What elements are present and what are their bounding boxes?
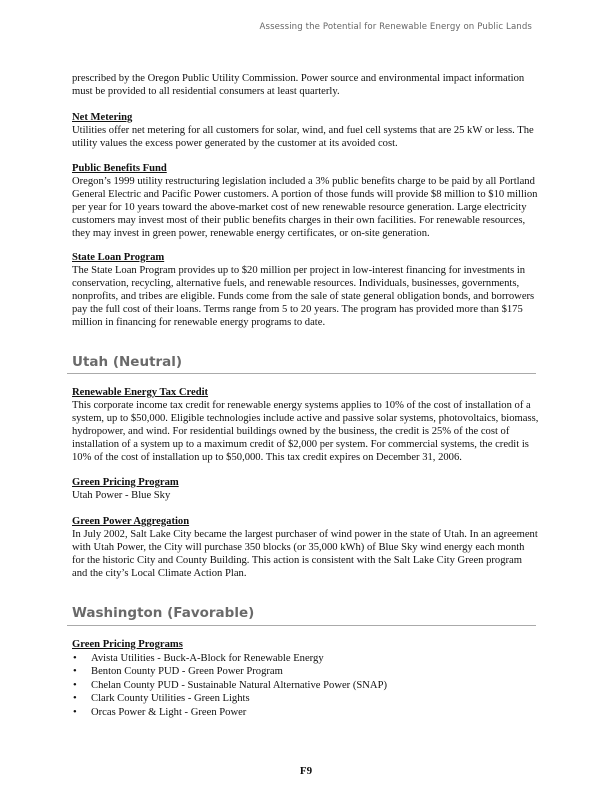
utah-tax-credit-body: [72, 399, 542, 464]
text-line: conservation, recycling, alternative fuels, and renewable resources. Individuals, businesses, governments,: [72, 278, 520, 289]
text-line: per year for 10 years toward the above-market cost of new renewable resource generation. Large electricity: [72, 202, 527, 213]
oregon-intro-paragraph: [72, 72, 542, 98]
net-metering-heading: Net Metering: [72, 112, 133, 123]
washington-green-pricing-heading: Green Pricing Programs: [72, 639, 183, 650]
page-number: F9: [299, 765, 313, 777]
utah-green-pricing-body: [72, 489, 542, 502]
text-line: with Utah Power, the City will purchase 350 blocks (or 35,000 kWh) of Blue Sky wind energy each month: [72, 542, 525, 553]
text-line: Utilities offer net metering for all customers for solar, wind, and fuel cell systems that are 25 kW or less. The: [72, 125, 534, 136]
utah-green-pricing-heading: Green Pricing Program: [72, 477, 179, 488]
list-item-text: Orcas Power & Light - Green Power: [91, 706, 247, 718]
utah-tax-credit-section: [72, 386, 542, 464]
state-loan-section: [72, 251, 542, 329]
net-metering-section: [72, 111, 542, 150]
list-item-text: Benton County PUD - Green Power Program: [91, 666, 283, 677]
public-benefits-section: [72, 162, 542, 240]
text-line: customers may invest most of their public benefits charges in their own facilities. For renewable resources,: [72, 215, 526, 226]
net-metering-body: [72, 124, 542, 150]
text-line: In July 2002, Salt Lake City became the largest purchaser of wind power in the state of Utah. In an agreement: [72, 529, 538, 540]
utah-section-heading: Utah (Neutral): [72, 354, 183, 370]
public-benefits-heading: Public Benefits Fund: [72, 163, 167, 174]
text-line: prescribed by the Oregon Public Utility Commission. Power source and environmental impact information: [72, 73, 525, 84]
bullet-icon: •: [73, 706, 77, 718]
list-item-text: Chelan County PUD - Sustainable Natural Alternative Power (SNAP): [91, 679, 387, 691]
utah-tax-credit-heading: Renewable Energy Tax Credit: [72, 387, 209, 398]
list-item: [72, 652, 542, 666]
bullet-icon: •: [73, 666, 77, 677]
bullet-icon: •: [73, 693, 77, 704]
public-benefits-body: [72, 175, 542, 240]
text-line: nonprofits, and tribes are eligible. Funds come from the sale of state general obligation bonds, and borrowers: [72, 291, 535, 302]
text-line: they may invest in green power, renewable energy certificates, or on-site generation.: [72, 228, 430, 239]
utah-divider: [67, 373, 536, 374]
state-loan-heading: State Loan Program: [72, 252, 165, 263]
washington-divider: [67, 625, 536, 626]
state-loan-body: [72, 264, 542, 329]
text-line: The State Loan Program provides up to $20 million per project in low-interest financing for investments in: [72, 265, 526, 276]
text-line: pay the full cost of their loans. Terms range from 5 to 20 years. The program has provided more than $175: [72, 304, 523, 315]
washington-green-pricing-list: [72, 652, 542, 720]
text-line: General Electric and Pacific Power customers. A portion of those funds will provide $8 million to $10 million: [72, 189, 538, 200]
text-line: for the historic City and County Building. This action is consistent with the Salt Lake City Green program: [72, 555, 522, 566]
text-line: utility values the excess power generated by the customer at its avoided cost.: [72, 138, 398, 149]
text-line: hydropower, and wind. For residential buildings owned by the business, the credit is 25% of the cost of: [72, 426, 510, 437]
text-line: installation of a system up to a maximum credit of $2,000 per system. For commercial systems, the credit is: [72, 439, 529, 450]
washington-green-pricing-section: [72, 638, 542, 719]
running-header: Assessing the Potential for Renewable Energy on Public Lands: [259, 22, 532, 32]
text-line: million in financing for renewable energy programs to date.: [72, 317, 326, 328]
text-line: and the city’s Local Climate Action Plan.: [72, 568, 247, 579]
text-line: must be provided to all residential consumers at least quarterly.: [72, 86, 340, 97]
bullet-icon: •: [73, 679, 77, 691]
utah-aggregation-section: [72, 515, 542, 580]
utah-aggregation-body: [72, 528, 542, 580]
utah-aggregation-heading: Green Power Aggregation: [72, 516, 190, 527]
washington-section-heading: Washington (Favorable): [72, 605, 255, 621]
text-line: This corporate income tax credit for renewable energy systems applies to 10% of the cost of installation of a: [72, 400, 531, 411]
list-item: [72, 679, 542, 693]
list-item: [72, 665, 542, 679]
text-line: Utah Power - Blue Sky: [72, 490, 171, 501]
list-item: [72, 692, 542, 706]
text-line: Oregon’s 1999 utility restructuring legislation included a 3% public benefits charge to be paid by all Portland: [72, 176, 535, 187]
list-item-text: Clark County Utilities - Green Lights: [91, 693, 250, 704]
list-item-text: Avista Utilities - Buck-A-Block for Renewable Energy: [91, 652, 324, 664]
text-line: system, up to $50,000. Eligible technologies include active and passive solar systems, photovoltaics, biomass,: [72, 413, 539, 424]
text-line: 10% of the cost of installation up to $50,000. This tax credit expires on December 31, 2006.: [72, 452, 462, 463]
bullet-icon: •: [73, 652, 77, 664]
utah-green-pricing-section: [72, 476, 542, 502]
list-item: [72, 706, 542, 720]
